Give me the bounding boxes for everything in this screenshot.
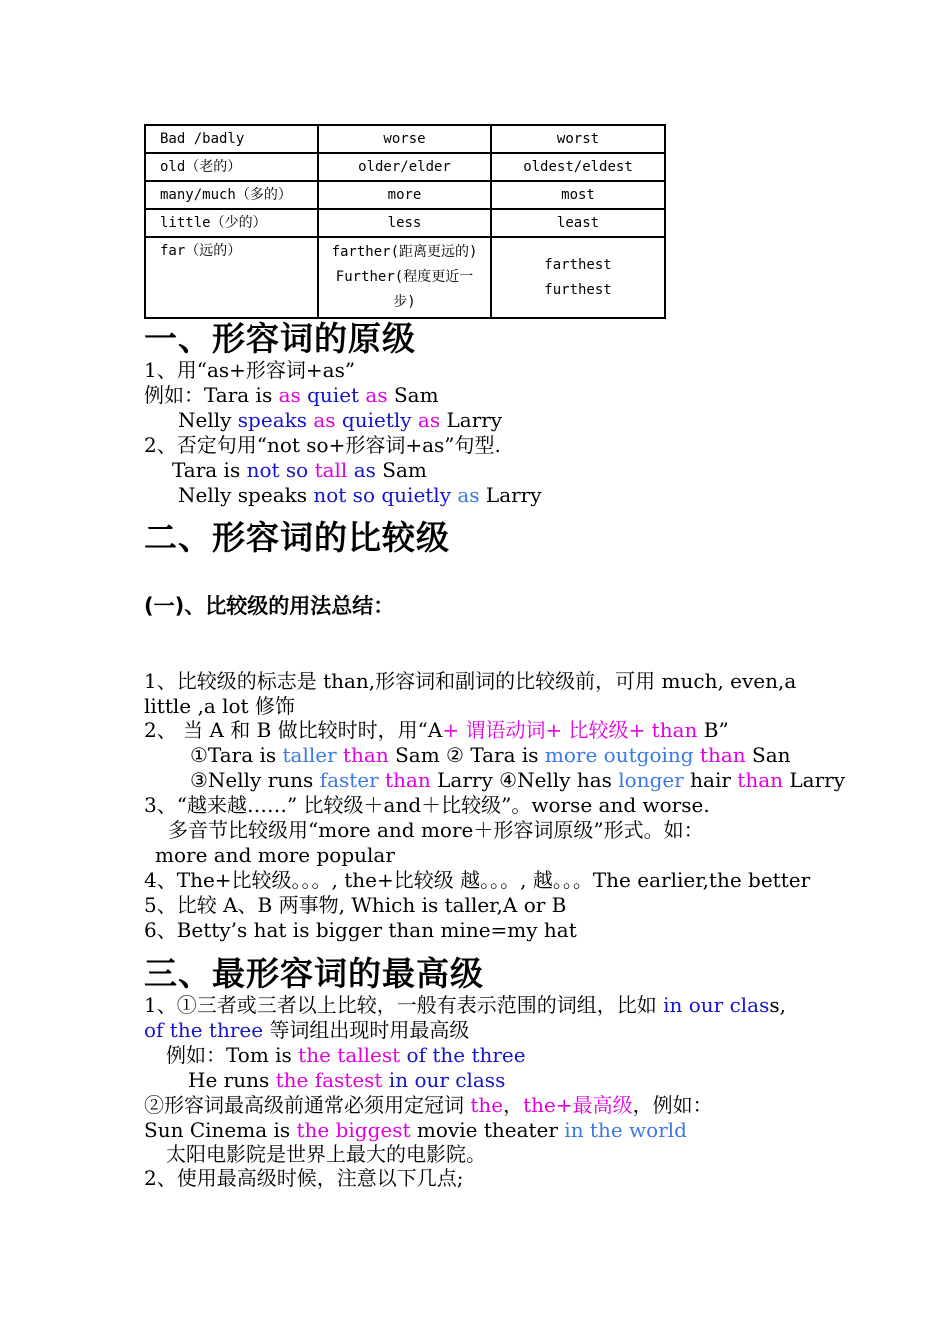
table-cell: far（远的） [145,237,318,318]
example-line [144,383,439,408]
highlight: the tallest [298,1043,401,1067]
table-cell: Bad /badly [145,125,318,153]
text: Nelly speaks [178,483,314,507]
highlight: in the world [564,1118,687,1142]
text: 例如：Tom is [166,1043,299,1067]
table-cell: older/elder [318,153,491,181]
text: 1、①三者或三者以上比较，一般有表示范围的词组，比如 [144,993,664,1017]
text: Larry [783,768,846,792]
text: ②形容词最高级前通常必须用定冠词 [144,1093,471,1117]
highlight: + 谓语动词+ 比较级+ than [442,718,698,742]
text-line: 2、否定句用“not so+形容词+as”句型. [144,433,501,457]
text-line: 6、Betty’s hat is bigger than mine=my hat [144,918,577,942]
example-line [178,408,502,433]
text-line [144,718,729,743]
text: He runs [188,1068,276,1092]
text: 例如：Tara is [144,383,279,407]
example-line [172,458,427,483]
text-line: little ,a lot 修饰 [144,694,295,718]
text: hair [683,768,738,792]
text: Sam [375,458,427,482]
text: Sun Cinema is [144,1118,297,1142]
table-cell: more [318,181,491,209]
table-cell: less [318,209,491,237]
highlight: of the three [144,1018,264,1042]
irregular-forms-table [144,124,666,319]
text: ①Tara is [190,743,283,767]
highlight: taller [282,743,337,767]
table-cell: old（老的） [145,153,318,181]
cell-line: farther(距离更远的) [331,244,478,260]
highlight: the biggest [296,1118,411,1142]
example-line [178,483,542,508]
highlight: speaks [237,408,308,432]
highlight: as [451,483,480,507]
text-line: 1、用“as+形容词+as” [144,358,356,382]
text-line: 5、比较 A、B 两事物, Which is taller,A or B [144,893,567,917]
text: Sam ② Tara is [388,743,545,767]
text-line [144,1093,713,1118]
section-heading: 二、形容词的比较级 [144,518,450,557]
text-line [144,1118,687,1143]
highlight: as [411,408,441,432]
table-cell: most [491,181,665,209]
table-cell: oldest/eldest [491,153,665,181]
text: ， [503,1093,524,1117]
table-cell [318,237,491,318]
example-line [166,1043,526,1068]
text: Larry [440,408,503,432]
highlight: more outgoing [544,743,694,767]
highlight: as [347,458,376,482]
cell-line: farthest [544,256,612,273]
highlight: longer [618,768,684,792]
highlight: quiet [307,383,360,407]
table-row [145,209,665,237]
highlight: in our class [382,1068,506,1092]
text: 等词组出现时用最高级 [263,1018,470,1042]
example-line [190,768,845,793]
highlight: as [278,383,301,407]
highlight: than [737,768,784,792]
text: Larry [479,483,542,507]
highlight: the fastest [275,1068,383,1092]
highlight: quietly [335,408,412,432]
text-line: 1、比较级的标志是 than,形容词和副词的比较级前，可用 much, even,a [144,669,797,693]
text: San [745,743,791,767]
table-cell: little（少的） [145,209,318,237]
highlight: the+最高级 [523,1093,633,1117]
table-cell [491,237,665,318]
table-cell: worse [318,125,491,153]
text: 2、 当 A 和 B 做比较时时，用“A [144,718,443,742]
text: ，例如： [632,1093,713,1117]
highlight: the [470,1093,504,1117]
section-heading: 三、最形容词的最高级 [144,954,484,993]
cell-line: furthest [544,281,612,298]
highlight: not [246,458,280,482]
highlight: so [279,458,309,482]
table-cell: worst [491,125,665,153]
highlight: as [307,408,336,432]
table-cell: many/much（多的） [145,181,318,209]
highlight: in our clas [663,993,770,1017]
highlight: as [359,383,388,407]
text-line [144,1018,469,1043]
text: Larry ④Nelly has [430,768,619,792]
highlight: than [336,743,389,767]
highlight: faster [319,768,379,792]
text: B” [697,718,729,742]
table-row [145,125,665,153]
text: movie theater [410,1118,565,1142]
text-line: 太阳电影院是世界上最大的电影院。 [166,1142,486,1166]
highlight: than [378,768,431,792]
table-cell: least [491,209,665,237]
text: ③Nelly runs [190,768,320,792]
highlight: tall [308,458,348,482]
example-line [190,743,791,768]
text: s, [769,993,786,1017]
text-line: more and more popular [155,843,395,867]
highlight: quietly [375,483,452,507]
table-row [145,237,665,318]
table-row [145,153,665,181]
text-line: 多音节比较级用“more and more＋形容词原级”形式。如： [168,818,704,842]
text-line [144,993,786,1018]
highlight: so [346,483,375,507]
cell-line: Further(程度更近一 [335,269,474,285]
text-line: 3、“越来越……” 比较级＋and＋比较级”。worse and worse. [144,793,710,817]
highlight: than [693,743,746,767]
section-heading: 一、形容词的原级 [144,319,416,358]
subsection-heading: (一)、比较级的用法总结： [144,594,395,618]
example-line [188,1068,505,1093]
highlight: of the three [400,1043,526,1067]
table-row [145,181,665,209]
text: Nelly [178,408,238,432]
text-line: 2、使用最高级时候，注意以下几点; [144,1166,464,1190]
text: Tara is [172,458,247,482]
highlight: not [313,483,347,507]
cell-line: 步) [393,294,416,310]
text-line: 4、The+比较级。。。, the+比较级 越。。。, 越。。。The earlier,the better [144,868,811,892]
text: Sam [387,383,439,407]
